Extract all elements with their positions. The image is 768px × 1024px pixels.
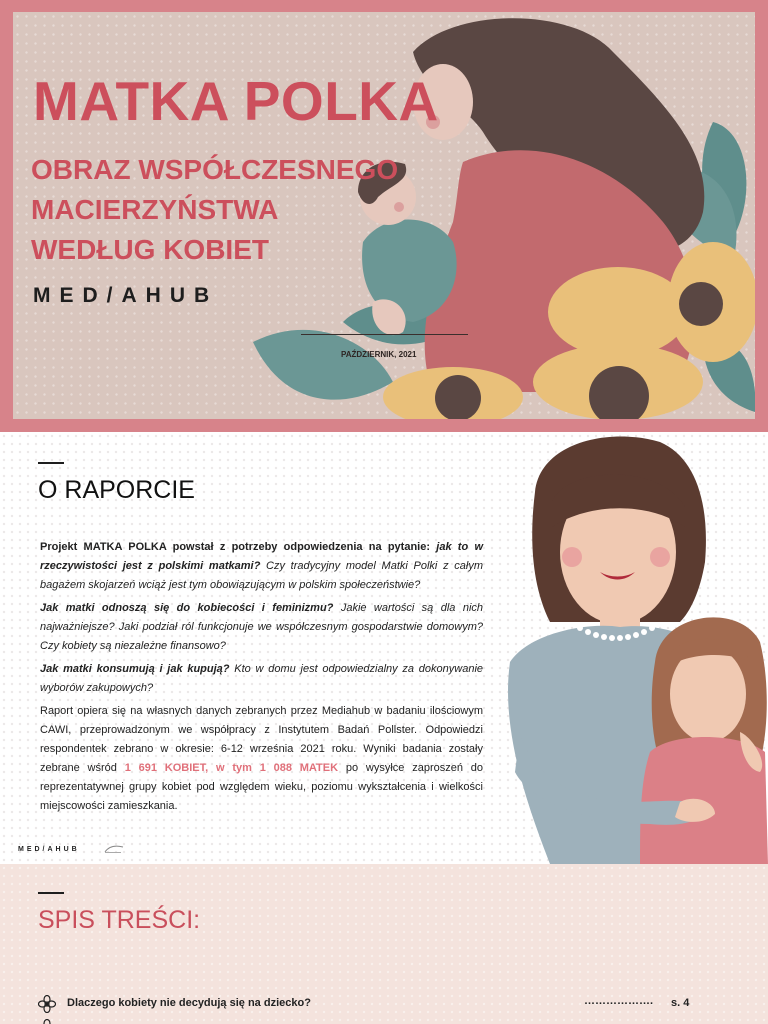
about-method-text-end: po wysyłce zaproszeń do reprezentatywnej grupy kobiet pod względem wieku, poziomu wykształcenia i wielkości miejscowości zamieszkania. <box>40 762 483 812</box>
cover-subtitle-line: WEDŁUG KOBIET <box>31 234 269 265</box>
about-paragraph-1 <box>40 538 483 595</box>
cover-date: PAŹDZIERNIK, 2021 <box>341 350 417 359</box>
toc-section <box>0 864 768 1024</box>
footer-brand-logo: MED/AHUB <box>18 846 80 853</box>
section-dash <box>38 892 64 894</box>
about-question-3-rest: Kto w domu jest odpowiedzialny za dokonywanie wyborów zakupowych? <box>40 663 484 694</box>
about-question-1-rest: Czy tradycyjny model Matki Polki z całym bagażem skojarzeń wciąż jest tym obowiązującym w polskim społeczeństwie? <box>40 560 483 591</box>
pollster-logo-icon <box>103 843 125 855</box>
about-paragraph-2 <box>40 599 483 656</box>
toc-heading: SPIS TREŚCI: <box>38 906 201 934</box>
flower-icon <box>38 1019 56 1024</box>
mother-daughter-illustration <box>490 432 768 864</box>
about-question-2: Jak matki odnoszą się do kobiecości i feminizmu? <box>40 602 334 614</box>
cover-panel <box>13 12 755 419</box>
about-question-2-rest: Jakie wartości są dla nich najważniejsze? Jaki podział ról funkcjonuje we współczesnym gospodarstwie domowym? Czy kobiety są niezależne finansowo? <box>40 602 484 652</box>
section-dash <box>38 462 64 464</box>
flower-icon <box>38 995 56 1013</box>
about-intro-text: Projekt MATKA POLKA powstał z potrzeby odpowiedzenia na pytanie: <box>40 541 431 553</box>
about-paragraph-4 <box>40 702 483 816</box>
cover-brand-logo: MED/AHUB <box>33 284 219 307</box>
toc-item-label: Dlaczego kobiety nie decydują się na dziecko? <box>67 997 311 1009</box>
cover-subtitle-line: OBRAZ WSPÓŁCZESNEGO <box>31 154 399 185</box>
about-heading: O RAPORCIE <box>38 476 195 504</box>
cover-divider <box>301 334 468 335</box>
about-question-1: jak to w rzeczywistości jest z polskimi matkami? <box>40 541 483 572</box>
about-method-text: Raport opiera się na własnych danych zebranych przez Mediahub w badaniu ilościowym CAWI, przeprowadzonym we współpracy z Instytutem Badań Pollster. Odpowiedzi respondentek zebrano w okresie: 6-12 września 2021 roku. Wyniki badania zostały zebrane wśród <box>40 705 483 774</box>
about-section <box>0 432 768 864</box>
cover-subtitle <box>31 150 398 270</box>
toc-item-page: s. 4 <box>671 997 690 1009</box>
cover-subtitle-line: MACIERZYŃSTWA <box>31 194 279 225</box>
toc-item-leader: ………………. <box>584 995 654 1007</box>
about-paragraph-3 <box>40 660 483 698</box>
about-body <box>40 538 483 820</box>
about-question-3: Jak matki konsumują i jak kupują? <box>40 663 230 675</box>
about-sample-highlight: 1 691 KOBIET, w tym 1 088 MATEK <box>124 762 339 774</box>
cover-section <box>0 0 768 432</box>
cover-title: MATKA POLKA <box>33 70 439 132</box>
toc-item[interactable] <box>38 994 718 1014</box>
